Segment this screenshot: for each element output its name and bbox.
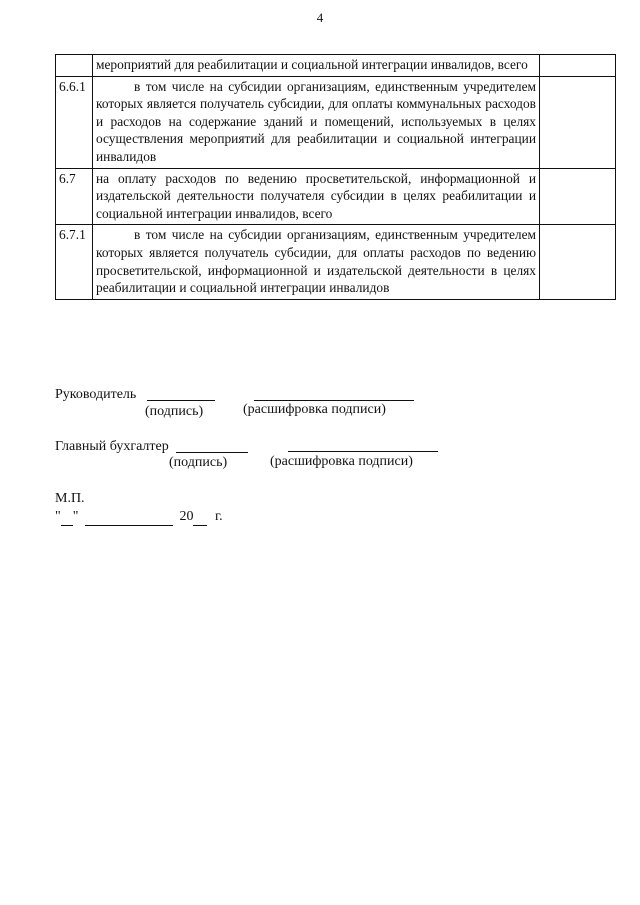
accountant-name-caption: (расшифровка подписи) [270, 454, 413, 469]
table-row [56, 76, 616, 168]
date-open-quote: " [55, 509, 61, 524]
row-description: на оплату расходов по ведению просветительской, информационной и издательской деятельности получателя субсидии в целях реабилитации и социальной интеграции инвалидов, всего [93, 168, 540, 225]
accountant-signature-label: Главный бухгалтер [55, 439, 169, 454]
row-number: 6.7.1 [56, 225, 93, 299]
row-number: 6.6.1 [56, 76, 93, 168]
row-description: мероприятий для реабилитации и социальной интеграции инвалидов, всего [93, 55, 540, 77]
row-value-cell [540, 55, 616, 77]
date-line [55, 509, 223, 526]
table-row [56, 225, 616, 299]
date-day-field[interactable] [61, 509, 73, 526]
row-description: в том числе на субсидии организациям, единственным учредителем которых является получатель субсидии, для оплаты расходов по ведению просветительской, информационной и издательской деятельности в целях реабилитации и социальной интеграции инвалидов [93, 225, 540, 299]
accountant-name-line[interactable] [288, 451, 438, 452]
stamp-label: М.П. [55, 491, 85, 506]
report-table [55, 54, 616, 300]
head-name-line[interactable] [254, 400, 414, 401]
date-year-prefix: 20 [179, 509, 194, 524]
head-signature-label: Руководитель [55, 387, 137, 402]
date-month-field[interactable] [85, 509, 173, 526]
head-signature-caption: (подпись) [145, 404, 204, 419]
row-number [56, 55, 93, 77]
row-value-cell [540, 168, 616, 225]
head-name-caption: (расшифровка подписи) [243, 402, 386, 417]
date-year-field[interactable] [193, 509, 207, 526]
head-signature-line[interactable] [147, 400, 215, 401]
date-close-quote: " [72, 509, 79, 524]
date-year-suffix: г. [214, 509, 223, 524]
row-value-cell [540, 225, 616, 299]
page-number: 4 [316, 10, 324, 25]
accountant-signature-line[interactable] [176, 452, 248, 453]
row-value-cell [540, 76, 616, 168]
row-description: в том числе на субсидии организациям, единственным учредителем которых является получатель субсидии, для оплаты коммунальных расходов и расходов на содержание зданий и помещений, используемых в целях осуществления мероприятий для реабилитации и социальной интеграции инвалидов [93, 76, 540, 168]
row-number: 6.7 [56, 168, 93, 225]
table-row [56, 55, 616, 77]
accountant-signature-caption: (подпись) [169, 455, 228, 470]
table-row [56, 168, 616, 225]
